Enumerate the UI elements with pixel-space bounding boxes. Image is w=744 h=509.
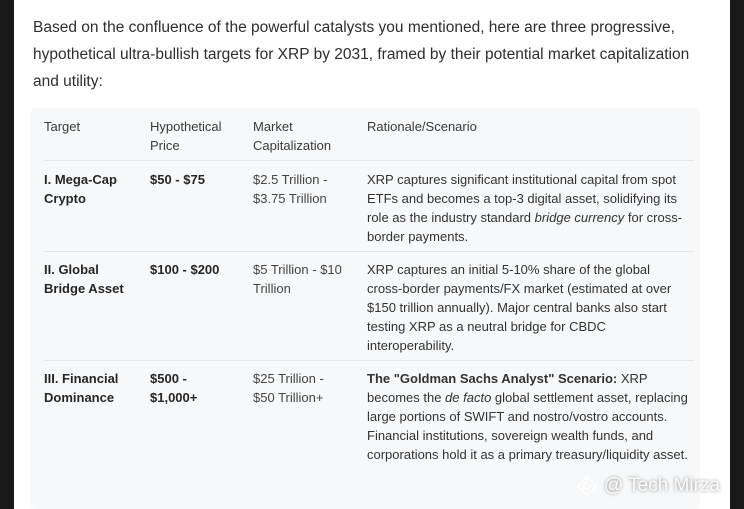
price-cell: $500 - $1,000+ bbox=[150, 371, 198, 405]
diamond-logo-icon bbox=[576, 475, 598, 497]
rationale-text: global settlement asset, replacing large portions of SWIFT and nostro/vostro accounts. Financial institutions, sovereign wealth funds, and corporations hold it as a primary treasury/liquidity asset. bbox=[367, 390, 688, 462]
scenario-title: The "Goldman Sachs Analyst" Scenario: bbox=[367, 371, 618, 386]
header-target: Target bbox=[44, 119, 81, 134]
rationale-cell: XRP captures an initial 5-10% share of the global cross-border payments/FX market (estimated at over $150 trillion annually). Major central banks also start testing XRP as a neutral bridge for CBDC interoperability. bbox=[367, 262, 672, 353]
rationale-text: XRP captures significant institutional capital from spot ETFs and becomes a top-3 digital asset, solidifying its role as the industry standard bbox=[367, 172, 677, 225]
watermark bbox=[576, 475, 720, 497]
targets-table bbox=[30, 108, 700, 509]
rationale-text: XRP becomes the bbox=[367, 371, 648, 405]
target-cell: II. Global Bridge Asset bbox=[44, 262, 124, 296]
market-cap-cell: $5 Trillion - $10 Trillion bbox=[253, 262, 342, 296]
header-market-cap: Market Capitalization bbox=[253, 119, 332, 153]
header-price: Hypothetical Price bbox=[150, 119, 222, 153]
target-cell: I. Mega-Cap Crypto bbox=[44, 172, 117, 206]
watermark-text: @ Tech Mirza bbox=[603, 475, 720, 496]
price-cell: $100 - $200 bbox=[150, 262, 220, 277]
rationale-emphasis: bridge currency bbox=[534, 210, 625, 225]
market-cap-cell: $2.5 Trillion - $3.75 Trillion bbox=[253, 172, 328, 206]
response-card bbox=[14, 0, 730, 509]
header-rationale: Rationale/Scenario bbox=[367, 119, 477, 134]
rationale-cell bbox=[367, 170, 689, 246]
rationale-cell bbox=[367, 369, 689, 464]
rationale-emphasis: de facto bbox=[445, 390, 492, 405]
price-cell: $50 - $75 bbox=[150, 172, 205, 187]
intro-paragraph: Based on the confluence of the powerful catalysts you mentioned, here are three progressive, hypothetical ultra-bullish targets for XRP by 2031, framed by their potential market capitalization and utility: bbox=[33, 19, 690, 90]
target-cell: III. Financial Dominance bbox=[44, 371, 119, 405]
rationale-text: for cross-border payments. bbox=[367, 210, 683, 244]
market-cap-cell: $25 Trillion - $50 Trillion+ bbox=[253, 371, 324, 405]
